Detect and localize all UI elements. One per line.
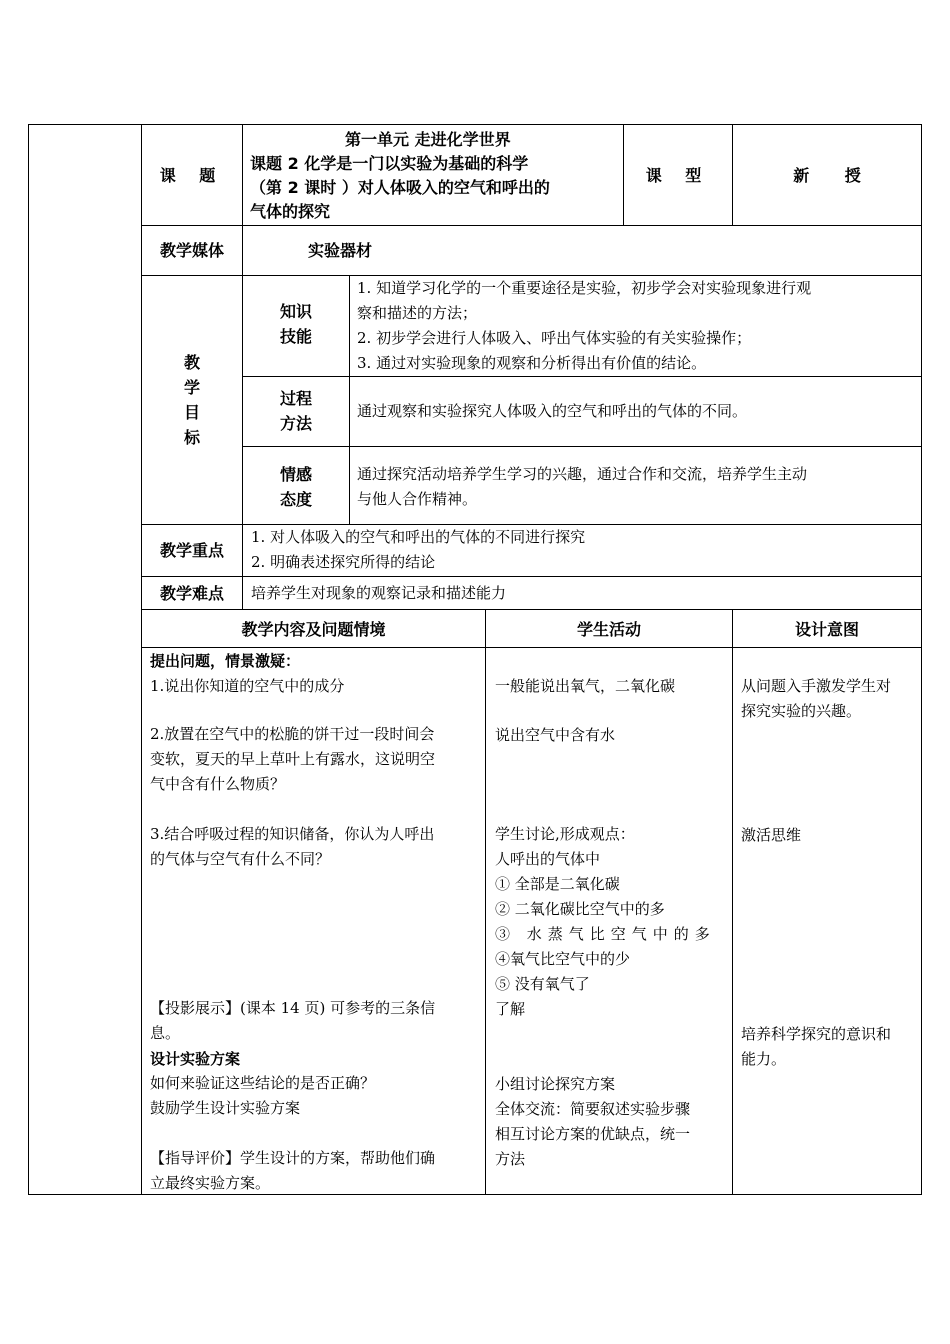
subject-label: 课 题: [159, 166, 225, 185]
key-points-label: 教学重点: [159, 541, 224, 560]
activity-3: 学生讨论,形成观点： 人呼出的气体中 ① 全部是二氧化碳 ② 二氧化碳比空气中的多 ③ 水蒸气比空气中的多 ④氧气比空气中的少 ⑤ 没有氧气了 了解: [495, 825, 716, 1018]
process-label: 过程 方法: [279, 389, 312, 433]
question-2: 2.放置在空气中的松脆的饼干过一段时间会 变软，夏天的早上草叶上有露水，这说明空 气中含有什么物质？: [150, 725, 436, 793]
process-text: 通过观察和实验探究人体吸入的空气和呼出的气体的不同。: [357, 402, 748, 420]
unit-title: 第一单元 走进化学世界: [345, 130, 511, 149]
question-1: 1.说出你知道的空气中的成分: [150, 677, 345, 695]
projection-note: 【投影展示】(课本 14 页) 可参考的三条信 息。: [150, 999, 436, 1042]
intent-1: 从问题入手激发学生对 探究实验的兴趣。: [741, 677, 892, 720]
media-label: 教学媒体: [159, 241, 224, 260]
goals-label: 教学目标: [183, 353, 200, 447]
lesson-title: [250, 128, 622, 224]
question-3: 3.结合呼吸过程的知识储备，你认为人呼出 的气体与空气有什么不同？: [150, 825, 435, 868]
topic-title: 课题 2 化学是一门以实验为基础的科学: [250, 154, 529, 173]
emotion-text: 通过探究活动培养学生学习的兴趣，通过合作和交流，培养学生主动 与他人合作精神。: [357, 465, 808, 508]
activity-2: 说出空气中含有水: [495, 726, 616, 744]
column-header-content: 教学内容及问题情境: [241, 620, 386, 639]
design-text: 如何来验证这些结论的是否正确？ 鼓励学生设计实验方案: [150, 1074, 376, 1117]
activity-4: 小组讨论探究方案 全体交流：简要叙述实验步骤 相互讨论方案的优缺点，统一 方法: [495, 1075, 691, 1168]
intent-3: 培养科学探究的意识和 能力。: [741, 1025, 892, 1068]
section-heading-questions: 提出问题，情景激疑：: [150, 652, 301, 670]
column-header-intent: 设计意图: [794, 620, 859, 639]
emotion-label: 情感 态度: [279, 465, 312, 509]
intent-2: 激活思维: [741, 826, 802, 844]
activity-1: 一般能说出氧气，二氧化碳: [495, 677, 676, 695]
guide-text: 【指导评价】学生设计的方案，帮助他们确 立最终实验方案。: [150, 1149, 436, 1192]
period-title: （第 2 课时 ）对人体吸入的空气和呼出的: [250, 178, 550, 197]
key-points-text: 1. 对人体吸入的空气和呼出的气体的不同进行探究 2. 明确表述探究所得的结论: [251, 528, 586, 571]
type-label: 课 型: [645, 166, 711, 185]
column-header-activity: 学生活动: [576, 620, 641, 639]
difficulty-label: 教学难点: [159, 584, 224, 603]
difficulty-text: 培养学生对现象的观察记录和描述能力: [251, 584, 507, 602]
knowledge-label: 知识 技能: [279, 302, 312, 346]
knowledge-text: 1. 知道学习化学的一个重要途径是实验，初步学会对实验现象进行观 察和描述的方法； 2. 初步学会进行人体吸入、呼出气体实验的有关实验操作； 3. 通过对实验现象的观察和分析得出有价值的结论。: [357, 279, 812, 372]
period-title-cont: 气体的探究: [250, 202, 331, 221]
type-value: 新 授: [793, 166, 861, 185]
section-heading-design: 设计实验方案: [150, 1050, 241, 1068]
media-value: 实验器材: [308, 241, 373, 260]
